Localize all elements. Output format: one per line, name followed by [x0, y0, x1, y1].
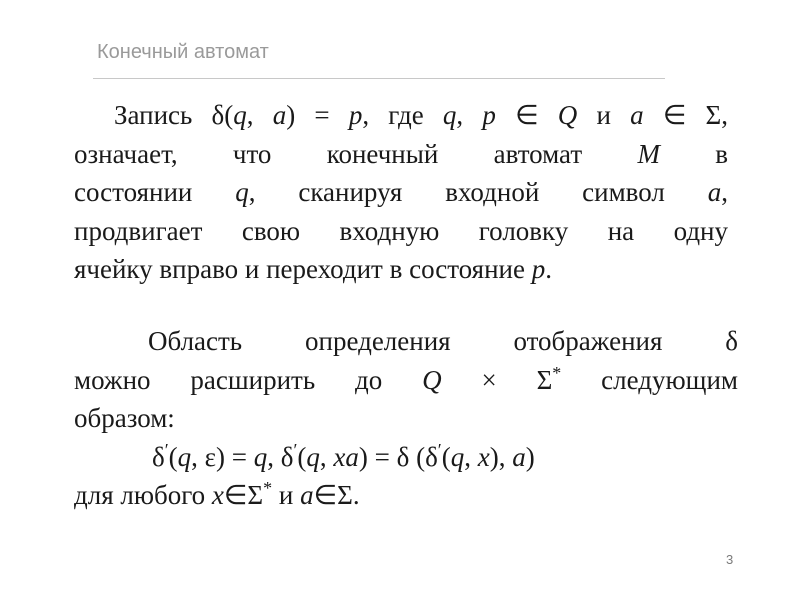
paragraph-line: образом: [74, 403, 175, 433]
paragraph-line: ячейку вправо и переходит в состояние p. [74, 254, 552, 284]
paragraph-line: состоянии q, сканируя входной символ a, [74, 177, 728, 207]
paragraph-line: продвигает свою входную головку на одну [74, 215, 728, 246]
formula-extended-transition: δ′(q, ε) = q, δ′(q, xa) = δ (δ′(q, x), a) [152, 439, 535, 472]
paragraph-line: для любого x∈Σ* и a∈Σ. [74, 478, 360, 510]
paragraph-definition [74, 96, 728, 289]
paragraph-line: Область определения отображения δ [148, 326, 738, 356]
title-divider [93, 78, 665, 79]
paragraph-line: Запись δ(q, a) = p, где q, p ∈ Q и a ∈ Σ, [114, 100, 729, 130]
paragraph-line: можно расширить до Q × Σ* следующим [74, 362, 738, 395]
page-number: 3 [726, 552, 734, 567]
paragraph-line: означает, что конечный автомат M в [74, 138, 728, 169]
paragraph-extension [74, 322, 738, 515]
slide-title: Конечный автомат [97, 41, 269, 63]
